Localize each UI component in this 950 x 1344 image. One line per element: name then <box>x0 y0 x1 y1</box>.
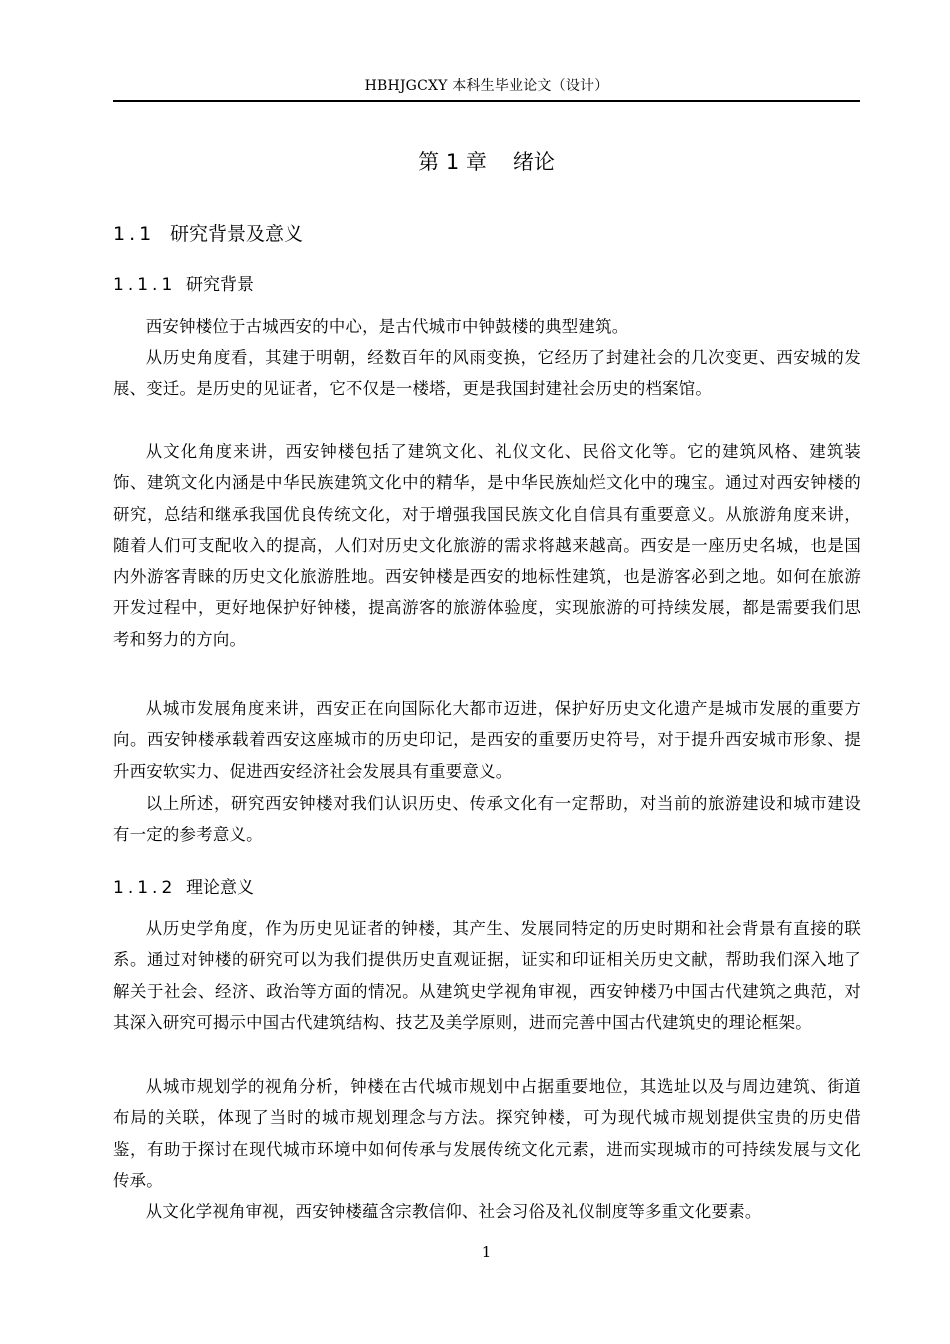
body-paragraph: 从城市发展角度来讲，西安正在向国际化大都市迈进，保护好历史文化遗产是城市发展的重要方向。西安钟楼承载着西安这座城市的历史印记，是西安的重要历史符号，对于提升西安城市形象、提升西安软实力、促进西安经济社会发展具有重要意义。 <box>113 699 861 781</box>
body-paragraph: 从文化角度来讲，西安钟楼包括了建筑文化、礼仪文化、民俗文化等。它的建筑风格、建筑装饰、建筑文化内涵是中华民族建筑文化中的精华，是中华民族灿烂文化中的瑰宝。通过对西安钟楼的研究，总结和继承我国优良传统文化，对于增强我国民族文化自信具有重要意义。从旅游角度来讲，随着人们可支配收入的提高，人们对历史文化旅游的需求将越来越高。西安是一座历史名城，也是国内外游客青睐的历史文化旅游胜地。西安钟楼是西安的地标性建筑，也是游客必到之地。如何在旅游开发过程中，更好地保护好钟楼，提高游客的旅游体验度，实现旅游的可持续发展，都是需要我们思考和努力的方向。 <box>113 442 861 649</box>
chapter-title <box>113 146 860 178</box>
chapter-number: 第 1 章 <box>418 150 487 174</box>
body-paragraph: 从文化学视角审视，西安钟楼蕴含宗教信仰、社会习俗及礼仪制度等多重文化要素。 <box>145 1202 762 1221</box>
header-divider <box>113 100 860 102</box>
subsection-number: 1.1.1 <box>113 275 177 295</box>
page-number: 1 <box>481 1243 492 1261</box>
subsection-heading-1-1-2 <box>113 875 254 901</box>
subsection-heading-1-1-1 <box>113 272 254 298</box>
section-number: 1.1 <box>113 223 156 245</box>
subsection-number: 1.1.2 <box>113 878 177 898</box>
chapter-name: 绪论 <box>512 150 555 174</box>
body-paragraph: 以上所述，研究西安钟楼对我们认识历史、传承文化有一定帮助，对当前的旅游建设和城市建设有一定的参考意义。 <box>113 794 861 845</box>
body-paragraph: 从历史学角度，作为历史见证者的钟楼，其产生、发展同特定的历史时期和社会背景有直接的联系。通过对钟楼的研究可以为我们提供历史直观证据，证实和印证相关历史文献，帮助我们深入地了解关于社会、经济、政治等方面的情况。从建筑史学视角审视，西安钟楼乃中国古代建筑之典范，对其深入研究可揭示中国古代建筑结构、技艺及美学原则，进而完善中国古代建筑史的理论框架。 <box>113 919 861 1032</box>
body-paragraph: 西安钟楼位于古城西安的中心，是古代城市中钟鼓楼的典型建筑。 <box>145 317 629 336</box>
body-paragraph: 从历史角度看，其建于明朝，经数百年的风雨变换，它经历了封建社会的几次变更、西安城的发展、变迁。是历史的见证者，它不仅是一楼塔，更是我国封建社会历史的档案馆。 <box>113 348 861 399</box>
section-title: 研究背景及意义 <box>170 223 304 245</box>
page-header: HBHJGCXY 本科生毕业论文（设计） <box>364 78 609 94</box>
subsection-title: 研究背景 <box>186 275 254 295</box>
subsection-title: 理论意义 <box>186 878 254 898</box>
section-heading-1-1 <box>113 220 303 248</box>
body-paragraph: 从城市规划学的视角分析，钟楼在古代城市规划中占据重要地位，其选址以及与周边建筑、街道布局的关联，体现了当时的城市规划理念与方法。探究钟楼，可为现代城市规划提供宝贵的历史借鉴，有助于探讨在现代城市环境中如何传承与发展传统文化元素，进而实现城市的可持续发展与文化传承。 <box>113 1077 861 1190</box>
